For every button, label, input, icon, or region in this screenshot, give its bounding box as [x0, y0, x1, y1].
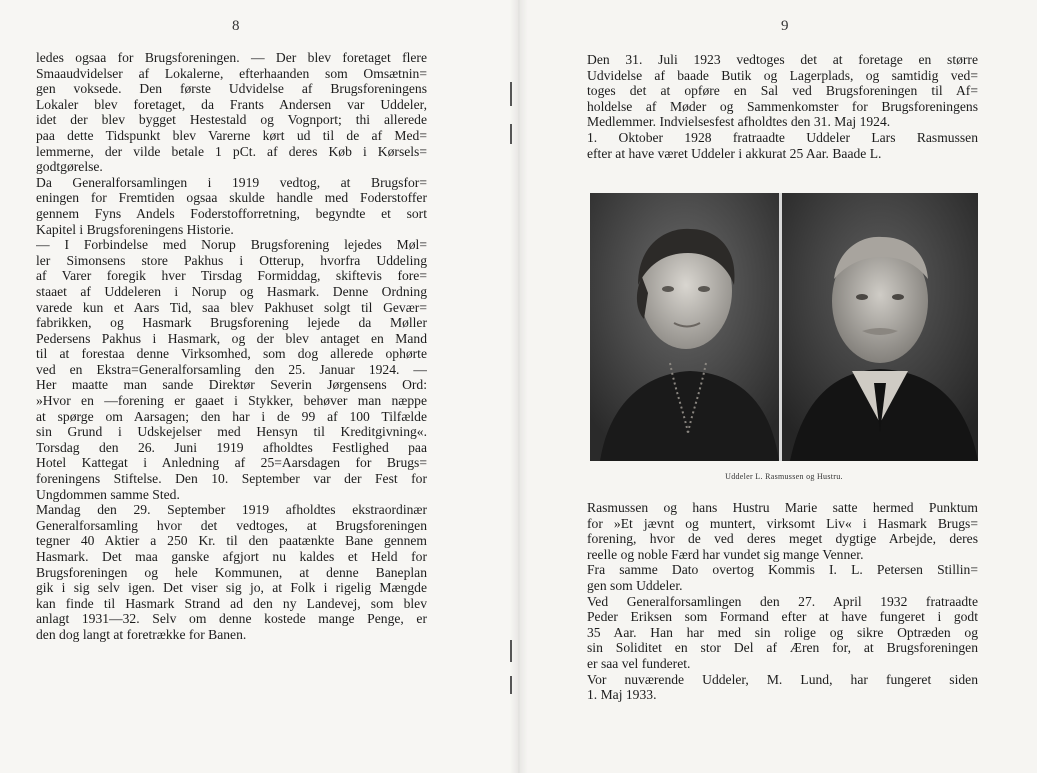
text-line: tegner 40 Aktier a 250 Kr. til den paatænkte Bane gennem	[36, 533, 427, 549]
text-line: Hotel Kattegat i Anledning af 25=Aarsdagen for Brugs=	[36, 455, 427, 471]
portrait-photo	[590, 193, 978, 461]
text-line: holdelse af Møder og Sammenkomster for Brugsforeningens	[587, 98, 978, 114]
text-line: ved en Ekstra=Generalforsamling den 25. Januar 1924. —	[36, 361, 427, 377]
text-line: reelle og noble Færd har vundet sig mange Venner.	[587, 546, 864, 562]
right-page-text-top	[587, 52, 978, 161]
text-line: lemmerne, der vilde betale 1 pCt. af deres Køb i Kørsels=	[36, 143, 427, 159]
text-line: til at forestaa denne Virksomhed, som dog allerede ophørte	[36, 346, 427, 362]
text-line: Lokaler blev foretaget, da Frants Andersen var Uddeler,	[36, 96, 427, 112]
scan-mark	[510, 82, 512, 106]
text-line: paa dette Tidspunkt blev Varerne kørt ud til de af Med=	[36, 127, 427, 143]
left-page-number: 8	[232, 18, 240, 34]
text-line: godtgørelse.	[36, 159, 103, 175]
text-line: »Hvor en —forening er gaaet i Stykker, behøver man næppe	[36, 393, 427, 409]
photo-caption: Uddeler L. Rasmussen og Hustru.	[725, 472, 843, 481]
text-line: af Varer foregik hver Tirsdag Formiddag, skiftevis fore=	[36, 268, 427, 284]
text-line: ler Simonsens store Pakhus i Otterup, hvorfra Uddeling	[36, 252, 427, 268]
text-line: Kapitel i Brugsforeningens Historie.	[36, 221, 234, 237]
text-line: er saa vel funderet.	[587, 655, 691, 671]
left-page-text	[36, 50, 427, 643]
text-line: kan finde til Hasmark Strand ad den ny Landevej, som blev	[36, 595, 427, 611]
text-line: gen voksede. Den første Udvidelse af Brugsforeningens	[36, 81, 427, 97]
scan-mark	[510, 124, 512, 144]
text-line: idet der blev bygget Hestestald og Vognport; thi allerede	[36, 112, 427, 128]
text-line: 1. Oktober 1928 fratraadte Uddeler Lars Rasmussen	[587, 129, 978, 145]
text-line: Hasmark. Det maa ganske afgjort nu kaldes et Held for	[36, 549, 427, 564]
right-page-number: 9	[781, 18, 789, 34]
text-line: for »Et jævnt og muntert, virksomt Liv« i Hasmark Brugs=	[587, 515, 978, 531]
text-line: Torsdag den 26. Juni 1919 afholdtes Festlighed paa	[36, 439, 427, 455]
text-line: Ungdommen samme Sted.	[36, 486, 180, 502]
scan-mark	[510, 676, 512, 694]
text-line: eningen for Fremtiden ogsaa skulde handle med Foderstoffer	[36, 190, 427, 206]
text-line: den dog langt at foretrække for Banen.	[36, 626, 247, 642]
text-line: Mandag den 29. September 1919 afholdtes ekstraordinær	[36, 502, 427, 518]
book-gutter	[510, 0, 528, 773]
right-page-text-bottom	[587, 500, 978, 703]
text-line: ledes ogsaa for Brugsforeningen. — Der blev foretaget flere	[36, 50, 427, 65]
text-line: efter at have været Uddeler i akkurat 25 Aar. Baade L.	[587, 145, 882, 161]
text-line: sin Soliditet en stor Del af Æren for, at Brugsforeningen	[587, 640, 978, 656]
text-line: toges det at opføre en Sal ved Brugsforeningen til Af=	[587, 83, 978, 99]
text-line: Generalforsamling hvor det vedtoges, at Brugsforeningen	[36, 517, 427, 533]
text-line: Udvidelse af baade Butik og Lagerplads, og samtidig ved=	[587, 67, 978, 83]
text-line: Her maatte man sande Direktør Severin Jørgensens Ord:	[36, 377, 427, 393]
text-line: Rasmussen og hans Hustru Marie satte hermed Punktum	[587, 500, 978, 515]
scan-mark	[510, 640, 512, 662]
text-line: Ved Generalforsamlingen den 27. April 1932 fratraadte	[587, 593, 978, 609]
text-line: Pedersens Pakhus i Hasmark, og der blev antaget en Mand	[36, 330, 427, 346]
text-line: Den 31. Juli 1923 vedtoges det at foretage en større	[587, 52, 978, 67]
text-line: gennem Fyns Andels Foderstofforretning, begyndte et sort	[36, 205, 427, 221]
text-line: gik i sig selv igen. Det viser sig jo, at Folk i rigelig Mængde	[36, 580, 427, 596]
text-line: at spørge om Aarsagen; den har i de 99 af 100 Tilfælde	[36, 408, 427, 424]
text-line: forening, hvor de ved deres meget dygtige Arbejde, deres	[587, 531, 978, 547]
text-line: Da Generalforsamlingen i 1919 vedtog, at Brugsfor=	[36, 174, 427, 190]
text-line: 35 Aar. Han har med sin rolige og sikre Optræden og	[587, 624, 978, 640]
text-line: Smaaudvidelser af Lokalerne, efterhaanden som Omsætnin=	[36, 65, 427, 81]
text-line: Vor nuværende Uddeler, M. Lund, har fungeret siden	[587, 671, 978, 687]
text-line: Medlemmer. Indvielsesfest afholdtes den 31. Maj 1924.	[587, 114, 891, 130]
text-line: 1. Maj 1933.	[587, 687, 657, 703]
text-line: sin Grund i Udskejelser med Hensyn til Kreditgivning«.	[36, 424, 427, 440]
text-line: staaet af Uddeleren i Norup og Hasmark. Denne Ordning	[36, 283, 427, 299]
text-line: Fra samme Dato overtog Kommis I. L. Petersen Stillin=	[587, 562, 978, 578]
text-line: varede kun et Aars Tid, saa blev Pakhuset solgt til Gevær=	[36, 299, 427, 315]
text-line: Peder Eriksen som Formand efter at have fungeret i godt	[587, 609, 978, 625]
text-line: gen som Uddeler.	[587, 577, 683, 593]
text-line: Brugsforeningen og hele Kommunen, at denne Baneplan	[36, 564, 427, 580]
text-line: fabrikken, og Hasmark Brugsforening lejede da Møller	[36, 315, 427, 331]
text-line: foreningens Stiftelse. Den 10. September var der Fest for	[36, 471, 427, 487]
text-line: — I Forbindelse med Norup Brugsforening lejedes Møl=	[36, 237, 427, 253]
text-line: anlagt 1931—32. Selv om denne kostede mange Penge, er	[36, 611, 427, 627]
